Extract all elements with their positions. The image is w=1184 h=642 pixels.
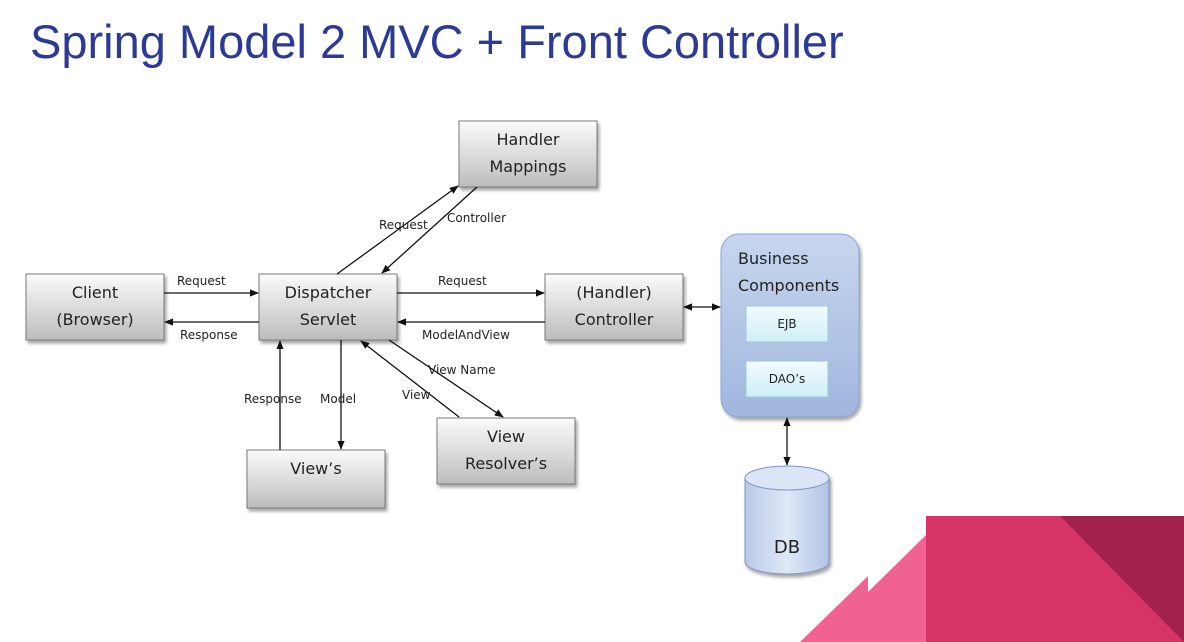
view-resolvers-line1: View xyxy=(487,427,525,446)
label-model: Model xyxy=(320,392,357,406)
label-response-views: Response xyxy=(244,392,302,406)
ejb-label: EJB xyxy=(777,317,797,331)
label-view: View xyxy=(402,388,431,402)
client-line1: Client xyxy=(71,283,119,302)
label-controller-hm: Controller xyxy=(447,211,507,225)
controller-line2: Controller xyxy=(574,310,654,329)
dispatcher-line1: Dispatcher xyxy=(284,283,372,302)
view-resolvers-line2: Resolver’s xyxy=(464,454,548,473)
handler-mappings-line2: Mappings xyxy=(489,157,567,176)
db-label: DB xyxy=(773,537,801,558)
arrow-view xyxy=(361,341,459,417)
label-modelandview: ModelAndView xyxy=(422,328,510,342)
controller-line1: (Handler) xyxy=(576,283,652,302)
daos-label: DAO’s xyxy=(768,372,806,386)
business-title-line1: Business xyxy=(738,249,809,268)
page-title: Spring Model 2 MVC + Front Controller xyxy=(30,15,844,68)
business-title-line2: Components xyxy=(738,276,840,295)
client-line2: (Browser) xyxy=(56,310,134,329)
label-view-name: View Name xyxy=(428,363,496,377)
label-request-client: Request xyxy=(177,274,226,288)
label-response-client: Response xyxy=(180,328,238,342)
dispatcher-line2: Servlet xyxy=(299,310,357,329)
label-request-hm: Request xyxy=(379,218,428,232)
arrow-view-name xyxy=(389,340,503,417)
corner-decoration xyxy=(800,516,1184,642)
label-request-controller: Request xyxy=(438,274,487,288)
views-label: View’s xyxy=(290,459,342,478)
handler-mappings-line1: Handler xyxy=(496,130,560,149)
